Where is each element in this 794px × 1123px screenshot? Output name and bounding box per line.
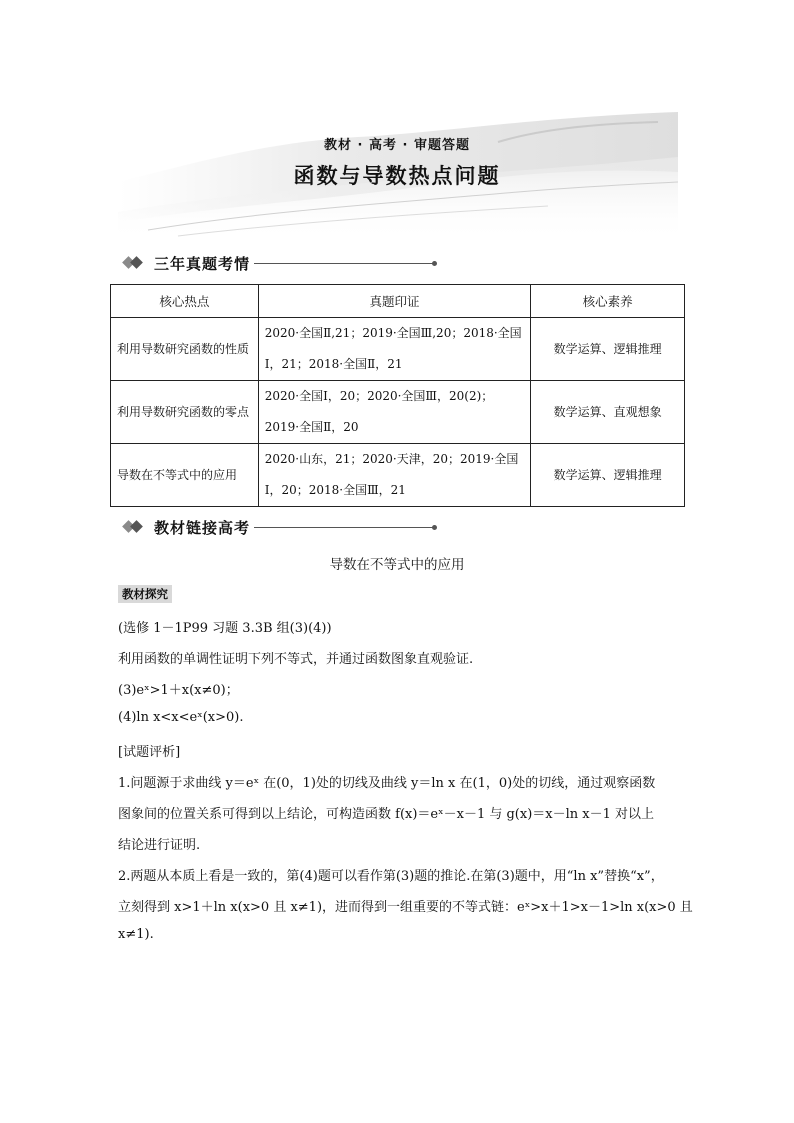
- exam-hotspot-table: [110, 284, 685, 507]
- inequality-item-3: (3)eˣ>1＋x(x≠0)；: [118, 683, 239, 698]
- analysis-paragraph-2-line: 2.两题从本质上看是一致的，第(4)题可以看作第(3)题的推论.在第(3)题中，用“ln x”替换“x”，: [118, 869, 664, 884]
- page-title: 函数与导数热点问题: [293, 164, 501, 188]
- literacy-cell: 数学运算、逻辑推理: [531, 444, 685, 507]
- task-statement: 利用函数的单调性证明下列不等式，并通过函数图象直观验证.: [118, 652, 474, 667]
- analysis-paragraph-2-line: 立刻得到 x>1＋ln x(x>0 且 x≠1)，进而得到一组重要的不等式链：eˣ>x＋1>x－1>ln x(x>0 且: [118, 900, 693, 915]
- section-heading-exam-overview: [122, 253, 434, 273]
- table-row: [111, 444, 685, 507]
- diamond-bullet-icon: [122, 519, 148, 535]
- analysis-paragraph-2-line: x≠1).: [118, 927, 154, 942]
- diamond-bullet-icon: [122, 255, 148, 271]
- analysis-paragraph-1-line: 结论进行证明.: [118, 838, 201, 853]
- section-title: 三年真题考情: [154, 254, 251, 273]
- topic-cell: 利用导数研究函数的零点: [111, 381, 259, 444]
- evidence-cell: 2020·全国Ⅰ，20；2020·全国Ⅲ，20(2)；2019·全国Ⅱ，20: [258, 381, 531, 444]
- topic-subheading: 导数在不等式中的应用: [329, 557, 465, 573]
- column-header: 核心素养: [531, 285, 685, 318]
- column-header: 核心热点: [111, 285, 259, 318]
- header-kicker: 教材 · 高考 · 审题答题: [324, 138, 470, 153]
- section-heading-textbook-link: [122, 517, 434, 537]
- topic-cell: 导数在不等式中的应用: [111, 444, 259, 507]
- analysis-paragraph-1-line: 1.问题源于求曲线 y＝eˣ 在(0，1)处的切线及曲线 y＝ln x 在(1，0)处的切线，通过观察函数: [118, 776, 656, 791]
- review-label: [试题评析]: [118, 745, 181, 760]
- textbook-explore-tag: 教材探究: [118, 585, 172, 603]
- section-divider: [254, 527, 434, 528]
- table-header-row: [111, 285, 685, 318]
- evidence-cell: 2020·山东，21；2020·天津，20；2019·全国Ⅰ，20；2018·全国Ⅲ，21: [258, 444, 531, 507]
- column-header: 真题印证: [258, 285, 531, 318]
- inequality-item-4: (4)ln x<x<eˣ(x>0).: [118, 710, 244, 725]
- table-row: [111, 381, 685, 444]
- literacy-cell: 数学运算、逻辑推理: [531, 318, 685, 381]
- analysis-paragraph-1-line: 图象间的位置关系可得到以上结论，可构造函数 f(x)＝eˣ－x－1 与 g(x)＝x－ln x－1 对以上: [118, 807, 655, 822]
- evidence-cell: 2020·全国Ⅱ,21；2019·全国Ⅲ,20；2018·全国Ⅰ，21；2018·全国Ⅱ，21: [258, 318, 531, 381]
- section-title: 教材链接高考: [154, 518, 251, 537]
- source-reference: (选修 1－1P99 习题 3.3B 组(3)(4)): [118, 621, 332, 636]
- table-row: [111, 318, 685, 381]
- topic-cell: 利用导数研究函数的性质: [111, 318, 259, 381]
- section-divider: [254, 263, 434, 264]
- literacy-cell: 数学运算、直观想象: [531, 381, 685, 444]
